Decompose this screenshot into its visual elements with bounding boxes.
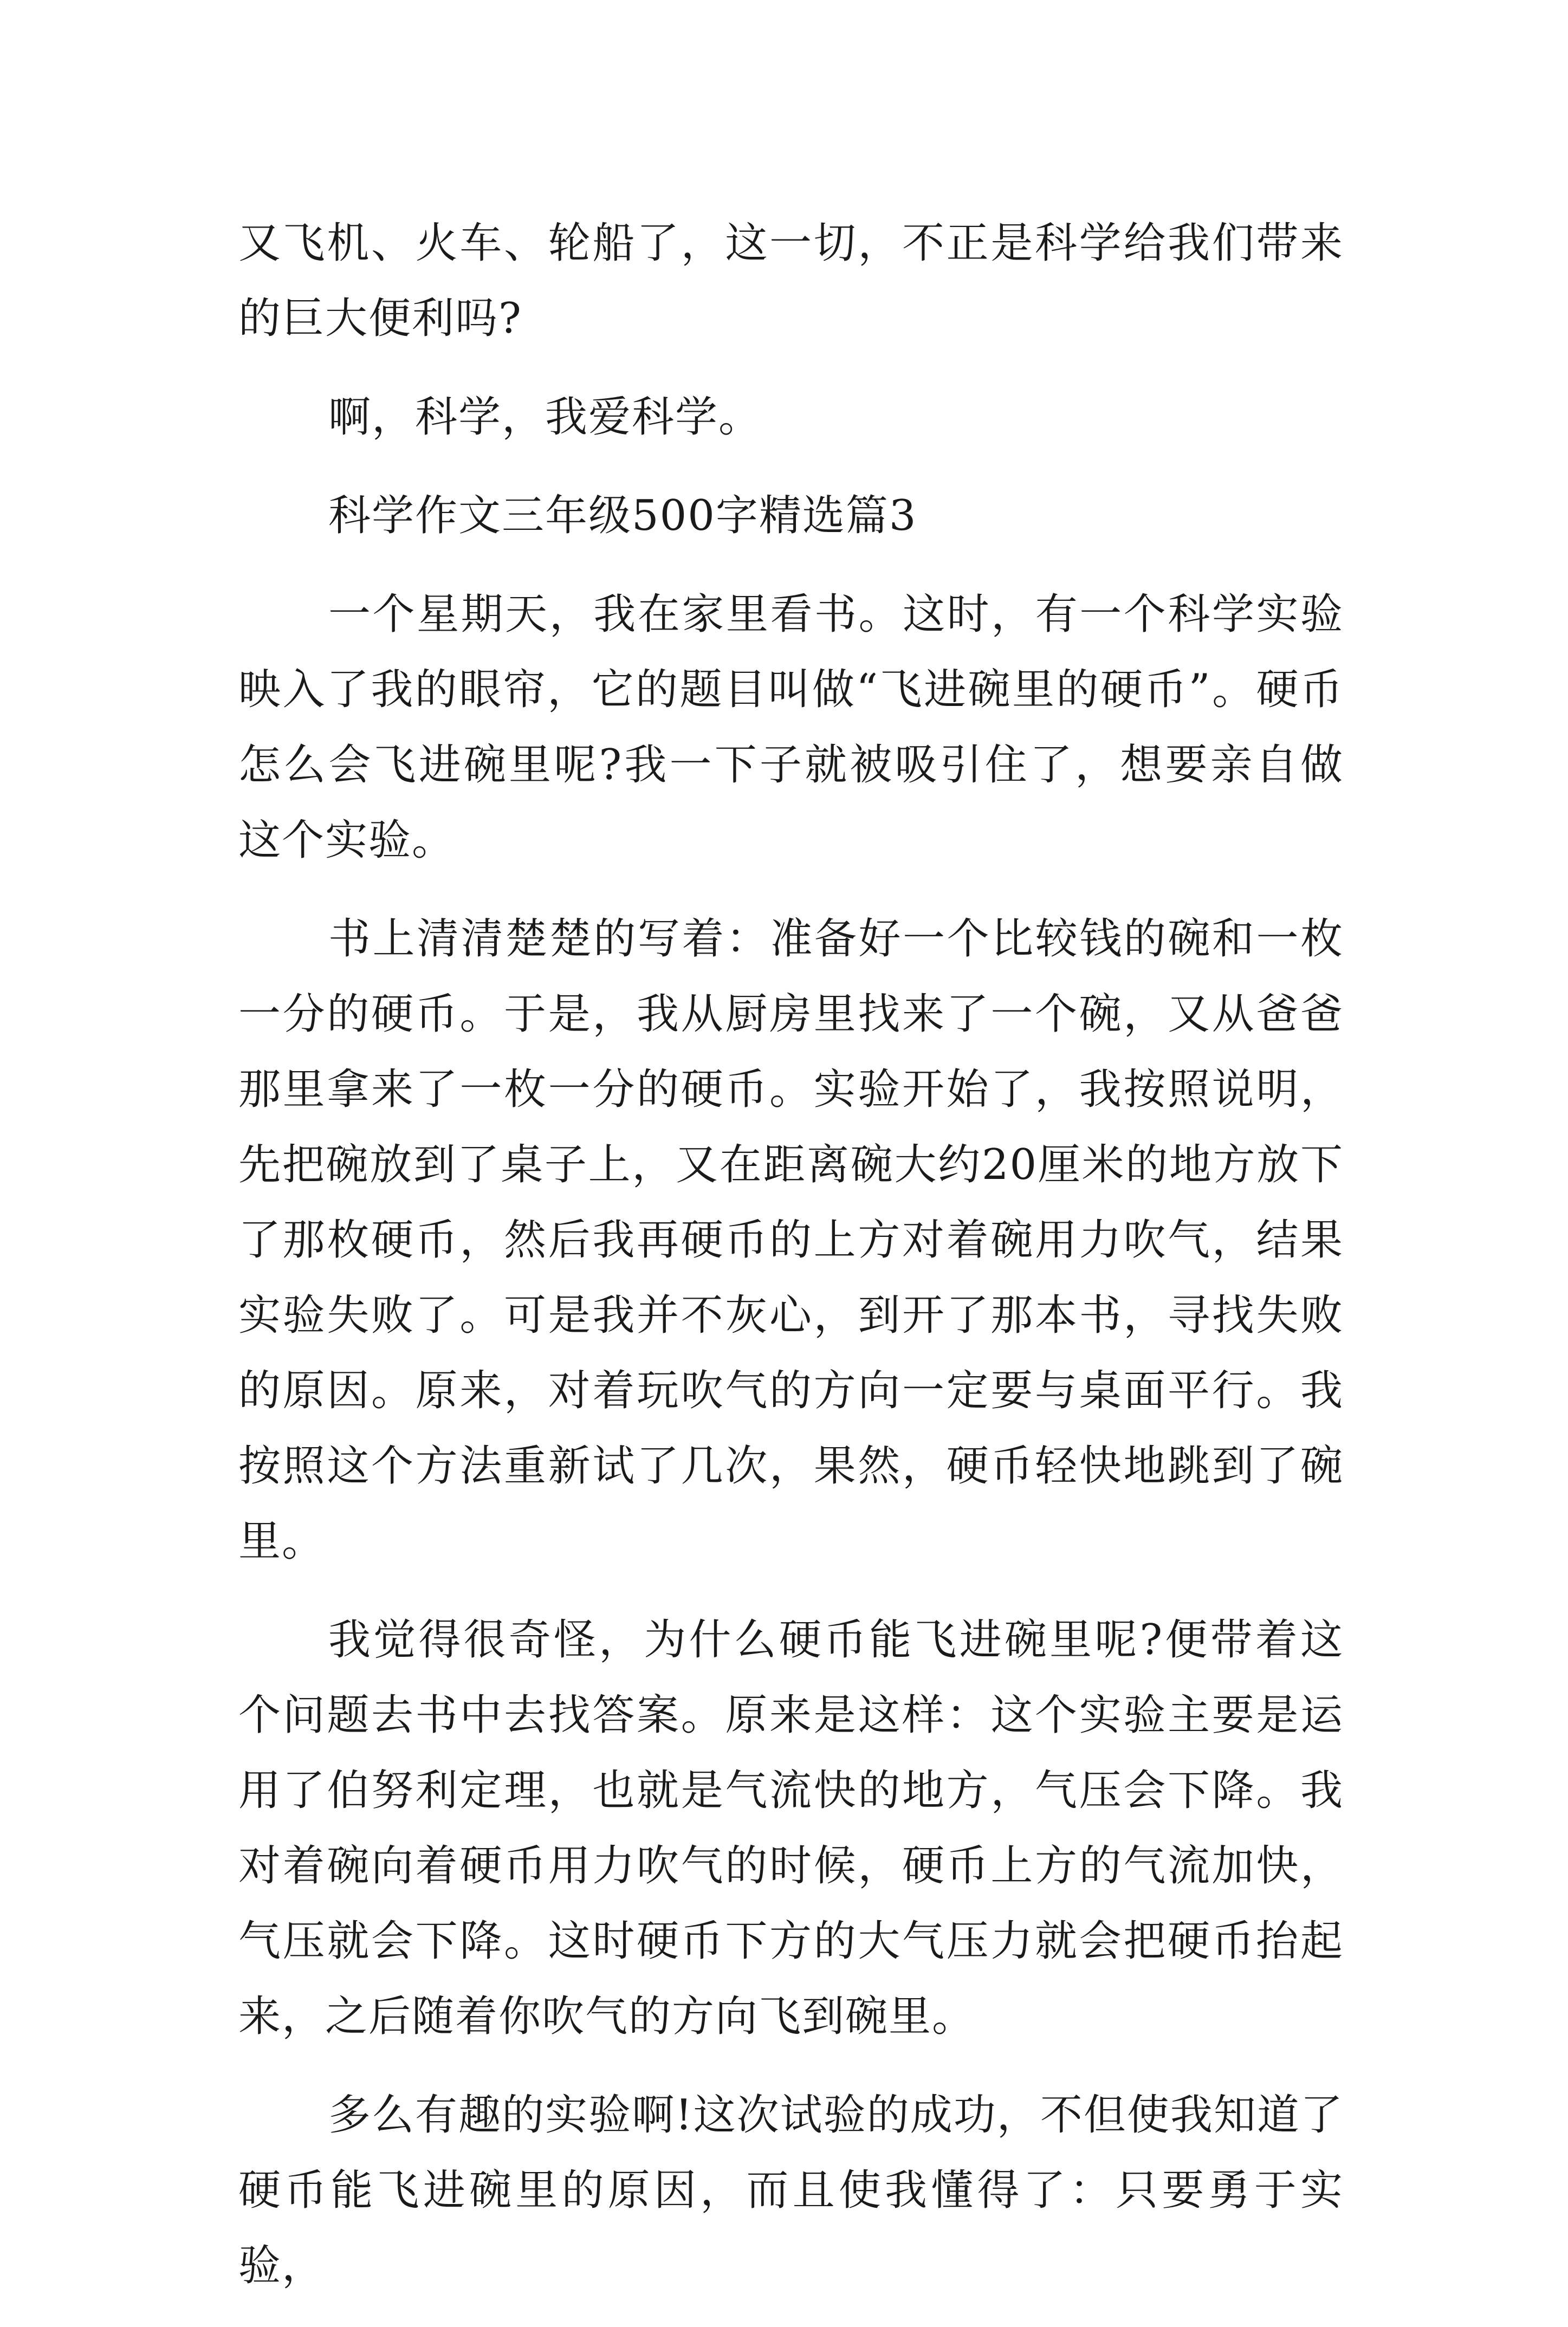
paragraph-experiment: 书上清清楚楚的写着：准备好一个比较钱的碗和一枚一分的硬币。于是，我从厨房里找来了一个碗，又从爸爸那里拿来了一枚一分的硬币。实验开始了，我按照说明，先把碗放到了桌子上，又在距离碗大约20厘米的地方放下了那枚硬币，然后我再硬币的上方对着碗用力吹气，结果实验失败了。可是我并不灰心，到开了那本书，寻找失败的原因。原来，对着玩吹气的方向一定要与桌面平行。我按照这个方法重新试了几次，果然，硬币轻快地跳到了碗里。 — [238, 915, 1344, 1566]
section-heading: 科学作文三年级500字精选篇3 — [328, 491, 917, 540]
paragraph-explanation: 我觉得很奇怪，为什么硬币能飞进碗里呢?便带着这个问题去书中去找答案。原来是这样：这个实验主要是运用了伯努利定理，也就是气流快的地方，气压会下降。我对着碗向着硬币用力吹气的时候，硬币上方的气流加快，气压就会下降。这时硬币下方的大气压力就会把硬币抬起来，之后随着你吹气的方向飞到碗里。 — [238, 1616, 1344, 2041]
paragraph-exclamation: 啊，科学，我爱科学。 — [328, 393, 762, 442]
document-body — [238, 206, 1344, 2327]
paragraph-continuation: 又飞机、火车、轮船了，这一切，不正是科学给我们带来的巨大便利吗? — [238, 219, 1344, 343]
paragraph-conclusion: 多么有趣的实验啊!这次试验的成功，不但使我知道了硬币能飞进碗里的原因，而且使我懂得了：只要勇于实验， — [238, 2091, 1344, 2290]
paragraph-intro: 一个星期天，我在家里看书。这时，有一个科学实验映入了我的眼帘，它的题目叫做“飞进碗里的硬币”。硬币怎么会飞进碗里呢?我一下子就被吸引住了，想要亲自做这个实验。 — [238, 590, 1344, 865]
